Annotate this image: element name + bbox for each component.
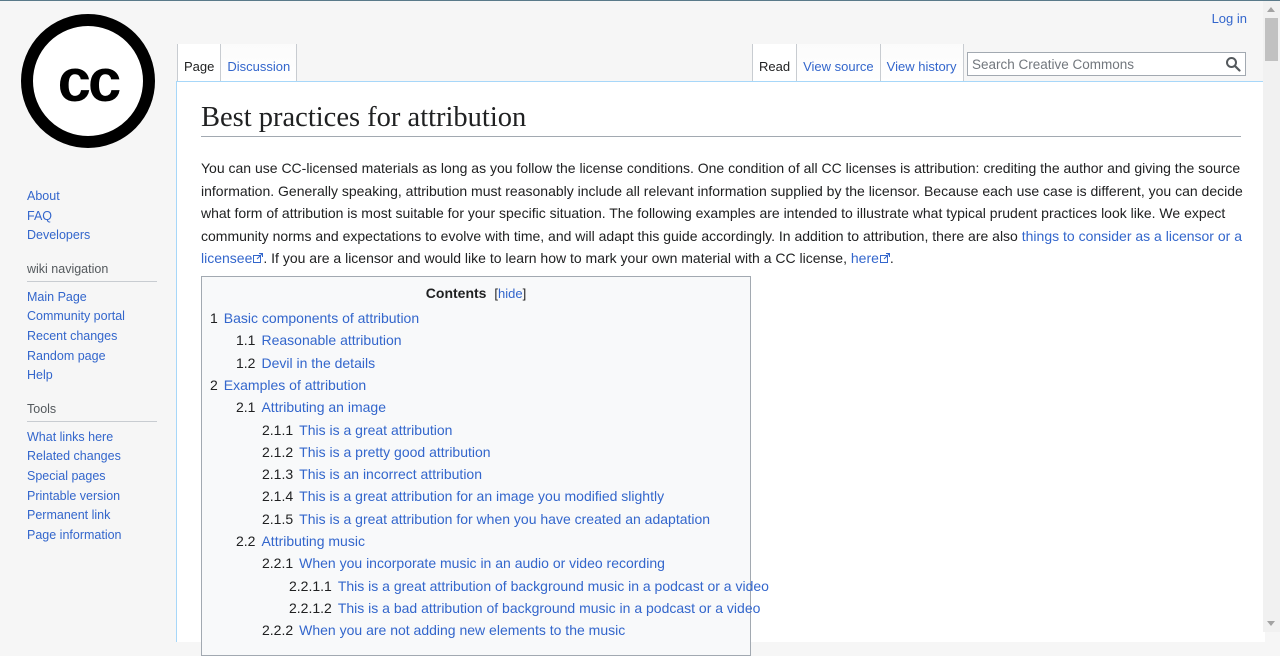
scroll-up-arrow-icon[interactable] <box>1267 7 1275 12</box>
sidebar-item-recent-changes[interactable]: Recent changes <box>27 328 118 343</box>
toc-item-label: This is a pretty good attribution <box>299 443 491 460</box>
toc-item-label: When you are not adding new elements to the music <box>299 622 626 639</box>
tab-view-history[interactable] <box>881 44 964 82</box>
toc-item-link[interactable] <box>236 355 375 371</box>
toc-item[interactable] <box>236 355 375 371</box>
sidebar-item-what-links-here[interactable]: What links here <box>27 429 114 444</box>
intro-end: . <box>889 250 894 266</box>
external-link-icon <box>253 253 263 263</box>
sidebar-item-about[interactable]: About <box>27 189 60 203</box>
toc-item-link[interactable] <box>236 399 386 415</box>
tab-page-label: Page <box>184 59 215 74</box>
toc-item-number: 2.2 <box>236 533 256 549</box>
sidebar-item-help[interactable]: Help <box>27 368 53 383</box>
toc-item-number: 2.1.4 <box>262 488 294 505</box>
toc-item[interactable] <box>236 332 402 348</box>
toc-item-number: 2.1.5 <box>262 510 294 527</box>
sidebar-item-faq[interactable]: FAQ <box>27 208 53 223</box>
toc-item-link[interactable] <box>262 422 452 438</box>
intro-text: You can use CC-licensed materials as long as you follow the license conditions. One condition of all CC licenses is attribution: crediting the author and giving the source information. Generally speaking, attribution must reasonably include all relevant information supplied by the licensor. Because each use case is different, you can decide what form of attribution is most suitable for your specific situation. The following examples are intended to illustrate what typical prudent practices look like. We expect community norms and expectations to evolve with time, and will adapt this guide accordingly. In addition to attribution, there are also <box>201 160 1243 244</box>
login-link[interactable]: Log in <box>1211 11 1247 26</box>
sidebar-tools-list <box>27 428 157 546</box>
page-scrollbar[interactable] <box>1263 1 1280 632</box>
toc-item-label: This is an incorrect attribution <box>299 466 482 483</box>
toc-item[interactable] <box>262 444 491 460</box>
toc-item-link[interactable] <box>236 533 365 549</box>
toc-item-link[interactable] <box>210 377 366 393</box>
toc-item-label: Attributing music <box>261 533 365 549</box>
toc-item-label: Attributing an image <box>261 399 386 416</box>
sidebar-item-permanent-link[interactable]: Permanent link <box>27 508 111 523</box>
sidebar-item-developers[interactable]: Developers <box>27 228 91 243</box>
toc-item-number: 2.2.1.1 <box>289 577 332 594</box>
toc-item-link[interactable] <box>262 555 665 571</box>
toc-item-number: 2.2.1.2 <box>289 599 332 616</box>
toc-item-link[interactable] <box>210 310 419 326</box>
sidebar-item-page-information[interactable]: Page information <box>27 527 122 542</box>
toc-item-link[interactable] <box>289 600 760 616</box>
svg-text:cc: cc <box>57 47 119 114</box>
toc-item-number: 1.1 <box>236 332 256 349</box>
licensor-licensee-link-label: things to consider as a licensor or a licensee <box>201 227 1242 266</box>
sidebar-heading-tools: Tools <box>27 402 157 422</box>
sidebar-item-community-portal[interactable]: Community portal <box>27 309 125 324</box>
toc-item-number: 2.1.3 <box>262 466 294 483</box>
table-of-contents <box>201 276 769 656</box>
sidebar-main-list <box>27 187 157 246</box>
toc-item-link[interactable] <box>262 511 710 527</box>
namespace-tabs <box>177 44 297 82</box>
toc-hide-toggle[interactable]: [hide] <box>494 286 527 301</box>
toc-item-link[interactable] <box>289 578 769 594</box>
toc-item[interactable] <box>262 555 665 571</box>
view-tabs <box>752 44 964 82</box>
search-input[interactable] <box>968 54 1226 74</box>
tab-view-source[interactable] <box>797 44 881 82</box>
toc-item[interactable] <box>210 310 419 326</box>
toc-item-number: 2.2.2 <box>262 622 294 639</box>
toc-item-label: This is a great attribution for an image you modified slightly <box>299 488 665 505</box>
toc-item[interactable] <box>262 466 482 482</box>
sidebar <box>27 187 157 545</box>
scroll-down-arrow-icon[interactable] <box>1267 621 1275 626</box>
toc-item-number: 1 <box>210 310 218 326</box>
here-link[interactable] <box>851 250 890 266</box>
sidebar-item-printable-version[interactable]: Printable version <box>27 488 121 503</box>
toc-item-number: 2.1 <box>236 399 256 416</box>
tab-page[interactable] <box>177 44 221 82</box>
sidebar-item-special-pages[interactable]: Special pages <box>27 468 106 483</box>
tab-read-label: Read <box>759 59 791 74</box>
cc-logo[interactable] <box>20 13 156 149</box>
toc-item[interactable] <box>236 533 365 549</box>
toc-hide-label[interactable]: hide <box>497 286 523 301</box>
external-link-icon <box>880 253 890 263</box>
search-box <box>967 52 1246 76</box>
toc-item[interactable] <box>289 600 760 616</box>
toc-item-number: 2.1.1 <box>262 421 294 438</box>
toc-item-number: 2.1.2 <box>262 443 294 460</box>
toc-item-link[interactable] <box>262 488 664 504</box>
toc-item[interactable] <box>236 399 386 415</box>
toc-item-link[interactable] <box>262 466 482 482</box>
toc-item[interactable] <box>210 377 366 393</box>
content-area <box>176 81 1265 642</box>
toc-item-number: 2.2.1 <box>262 555 294 572</box>
toc-item-label: Devil in the details <box>261 354 376 371</box>
sidebar-nav-list <box>27 288 157 386</box>
toc-item-number: 1.2 <box>236 354 256 371</box>
tab-view-source-label: View source <box>803 59 874 74</box>
scrollbar-thumb[interactable] <box>1265 18 1278 61</box>
toc-item-label: Examples of attribution <box>223 376 367 393</box>
toc-item-link[interactable] <box>262 622 625 638</box>
here-link-label: here <box>850 250 879 266</box>
sidebar-item-related-changes[interactable]: Related changes <box>27 449 121 464</box>
toc-title <box>202 285 750 301</box>
toc-item-label: Basic components of attribution <box>223 310 420 326</box>
page-title: Best practices for attribution <box>201 102 1241 137</box>
toc-item[interactable] <box>262 511 710 527</box>
toc-item-label: Reasonable attribution <box>261 332 402 349</box>
tab-read[interactable] <box>752 44 797 82</box>
search-icon[interactable] <box>1225 56 1241 72</box>
toc-item-label: This is a bad attribution of background music in a podcast or a video <box>337 599 761 616</box>
tab-view-history-label: View history <box>886 59 957 74</box>
toc-item-label: This is a great attribution for when you have created an adaptation <box>299 510 711 527</box>
sidebar-item-main-page[interactable]: Main Page <box>27 289 87 304</box>
toc-item-link[interactable] <box>236 332 402 348</box>
toc-item-number: 2 <box>210 376 218 393</box>
toc-item[interactable] <box>289 578 769 594</box>
toc-item-label: This is a great attribution <box>299 421 453 438</box>
toc-item[interactable] <box>262 422 452 438</box>
tab-discussion[interactable] <box>221 44 297 82</box>
tab-discussion-label: Discussion <box>227 59 291 74</box>
toc-item-label: When you incorporate music in an audio or video recording <box>299 555 665 572</box>
toc-item[interactable] <box>262 488 664 504</box>
toc-item[interactable] <box>262 622 625 638</box>
toc-heading: Contents <box>425 285 487 301</box>
sidebar-item-random-page[interactable]: Random page <box>27 348 106 363</box>
toc-item-link[interactable] <box>262 444 491 460</box>
intro-paragraph <box>201 157 1243 270</box>
intro-mid: . If you are a licensor and would like to learn how to mark your own material with a CC license, <box>263 250 851 266</box>
sidebar-heading-navigation: wiki navigation <box>27 262 157 282</box>
toc-item-label: This is a great attribution of background music in a podcast or a video <box>337 577 769 594</box>
